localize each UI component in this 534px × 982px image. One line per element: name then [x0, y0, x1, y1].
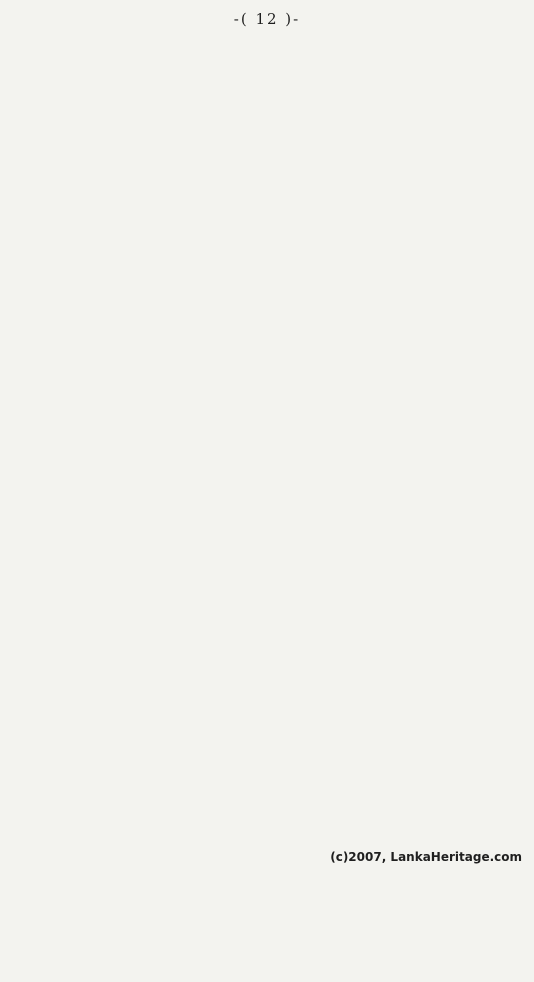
text-line: [38, 503, 508, 523]
text-line: [38, 679, 508, 699]
paragraph-3: [38, 308, 508, 718]
text-line: [38, 601, 508, 621]
text-line: [38, 118, 508, 138]
text-line: [38, 523, 508, 543]
text-line: [38, 562, 508, 582]
text-line: [38, 157, 508, 177]
text-line: [38, 347, 508, 367]
text-line: [38, 581, 508, 601]
text-line: [38, 445, 508, 465]
text-line: [38, 640, 508, 660]
text-line: [38, 64, 508, 84]
text-line: [38, 698, 508, 718]
copyright-notice: (c)2007, LankaHeritage.com: [330, 850, 522, 864]
text-line: [38, 733, 508, 753]
text-line: [38, 752, 508, 772]
text-line: [38, 176, 508, 196]
text-line: [38, 928, 508, 948]
paragraph-1: [38, 44, 508, 103]
text-line: [38, 235, 508, 255]
text-line: [38, 620, 508, 640]
text-line: [38, 811, 508, 831]
text-line: [38, 406, 508, 426]
paragraph-2: [38, 118, 508, 294]
text-line: [38, 44, 508, 64]
text-line: [38, 889, 508, 909]
text-line: [38, 484, 508, 504]
body-text: [38, 44, 508, 982]
text-line: [38, 947, 508, 967]
page-number: -( 12 )-: [233, 10, 301, 28]
text-line: [38, 328, 508, 348]
text-line: [38, 196, 508, 216]
text-line: [38, 83, 508, 103]
text-line: [38, 386, 508, 406]
text-line: [38, 137, 508, 157]
text-line: [38, 425, 508, 445]
text-line: [38, 308, 508, 328]
text-line: [38, 908, 508, 928]
text-line: [38, 830, 508, 850]
text-line: [38, 274, 508, 294]
text-line: [38, 791, 508, 811]
text-line: [38, 464, 508, 484]
text-line: [38, 254, 508, 274]
text-line: [38, 367, 508, 387]
text-line: [38, 542, 508, 562]
text-line: [38, 772, 508, 792]
text-line: [38, 659, 508, 679]
text-line: [38, 215, 508, 235]
